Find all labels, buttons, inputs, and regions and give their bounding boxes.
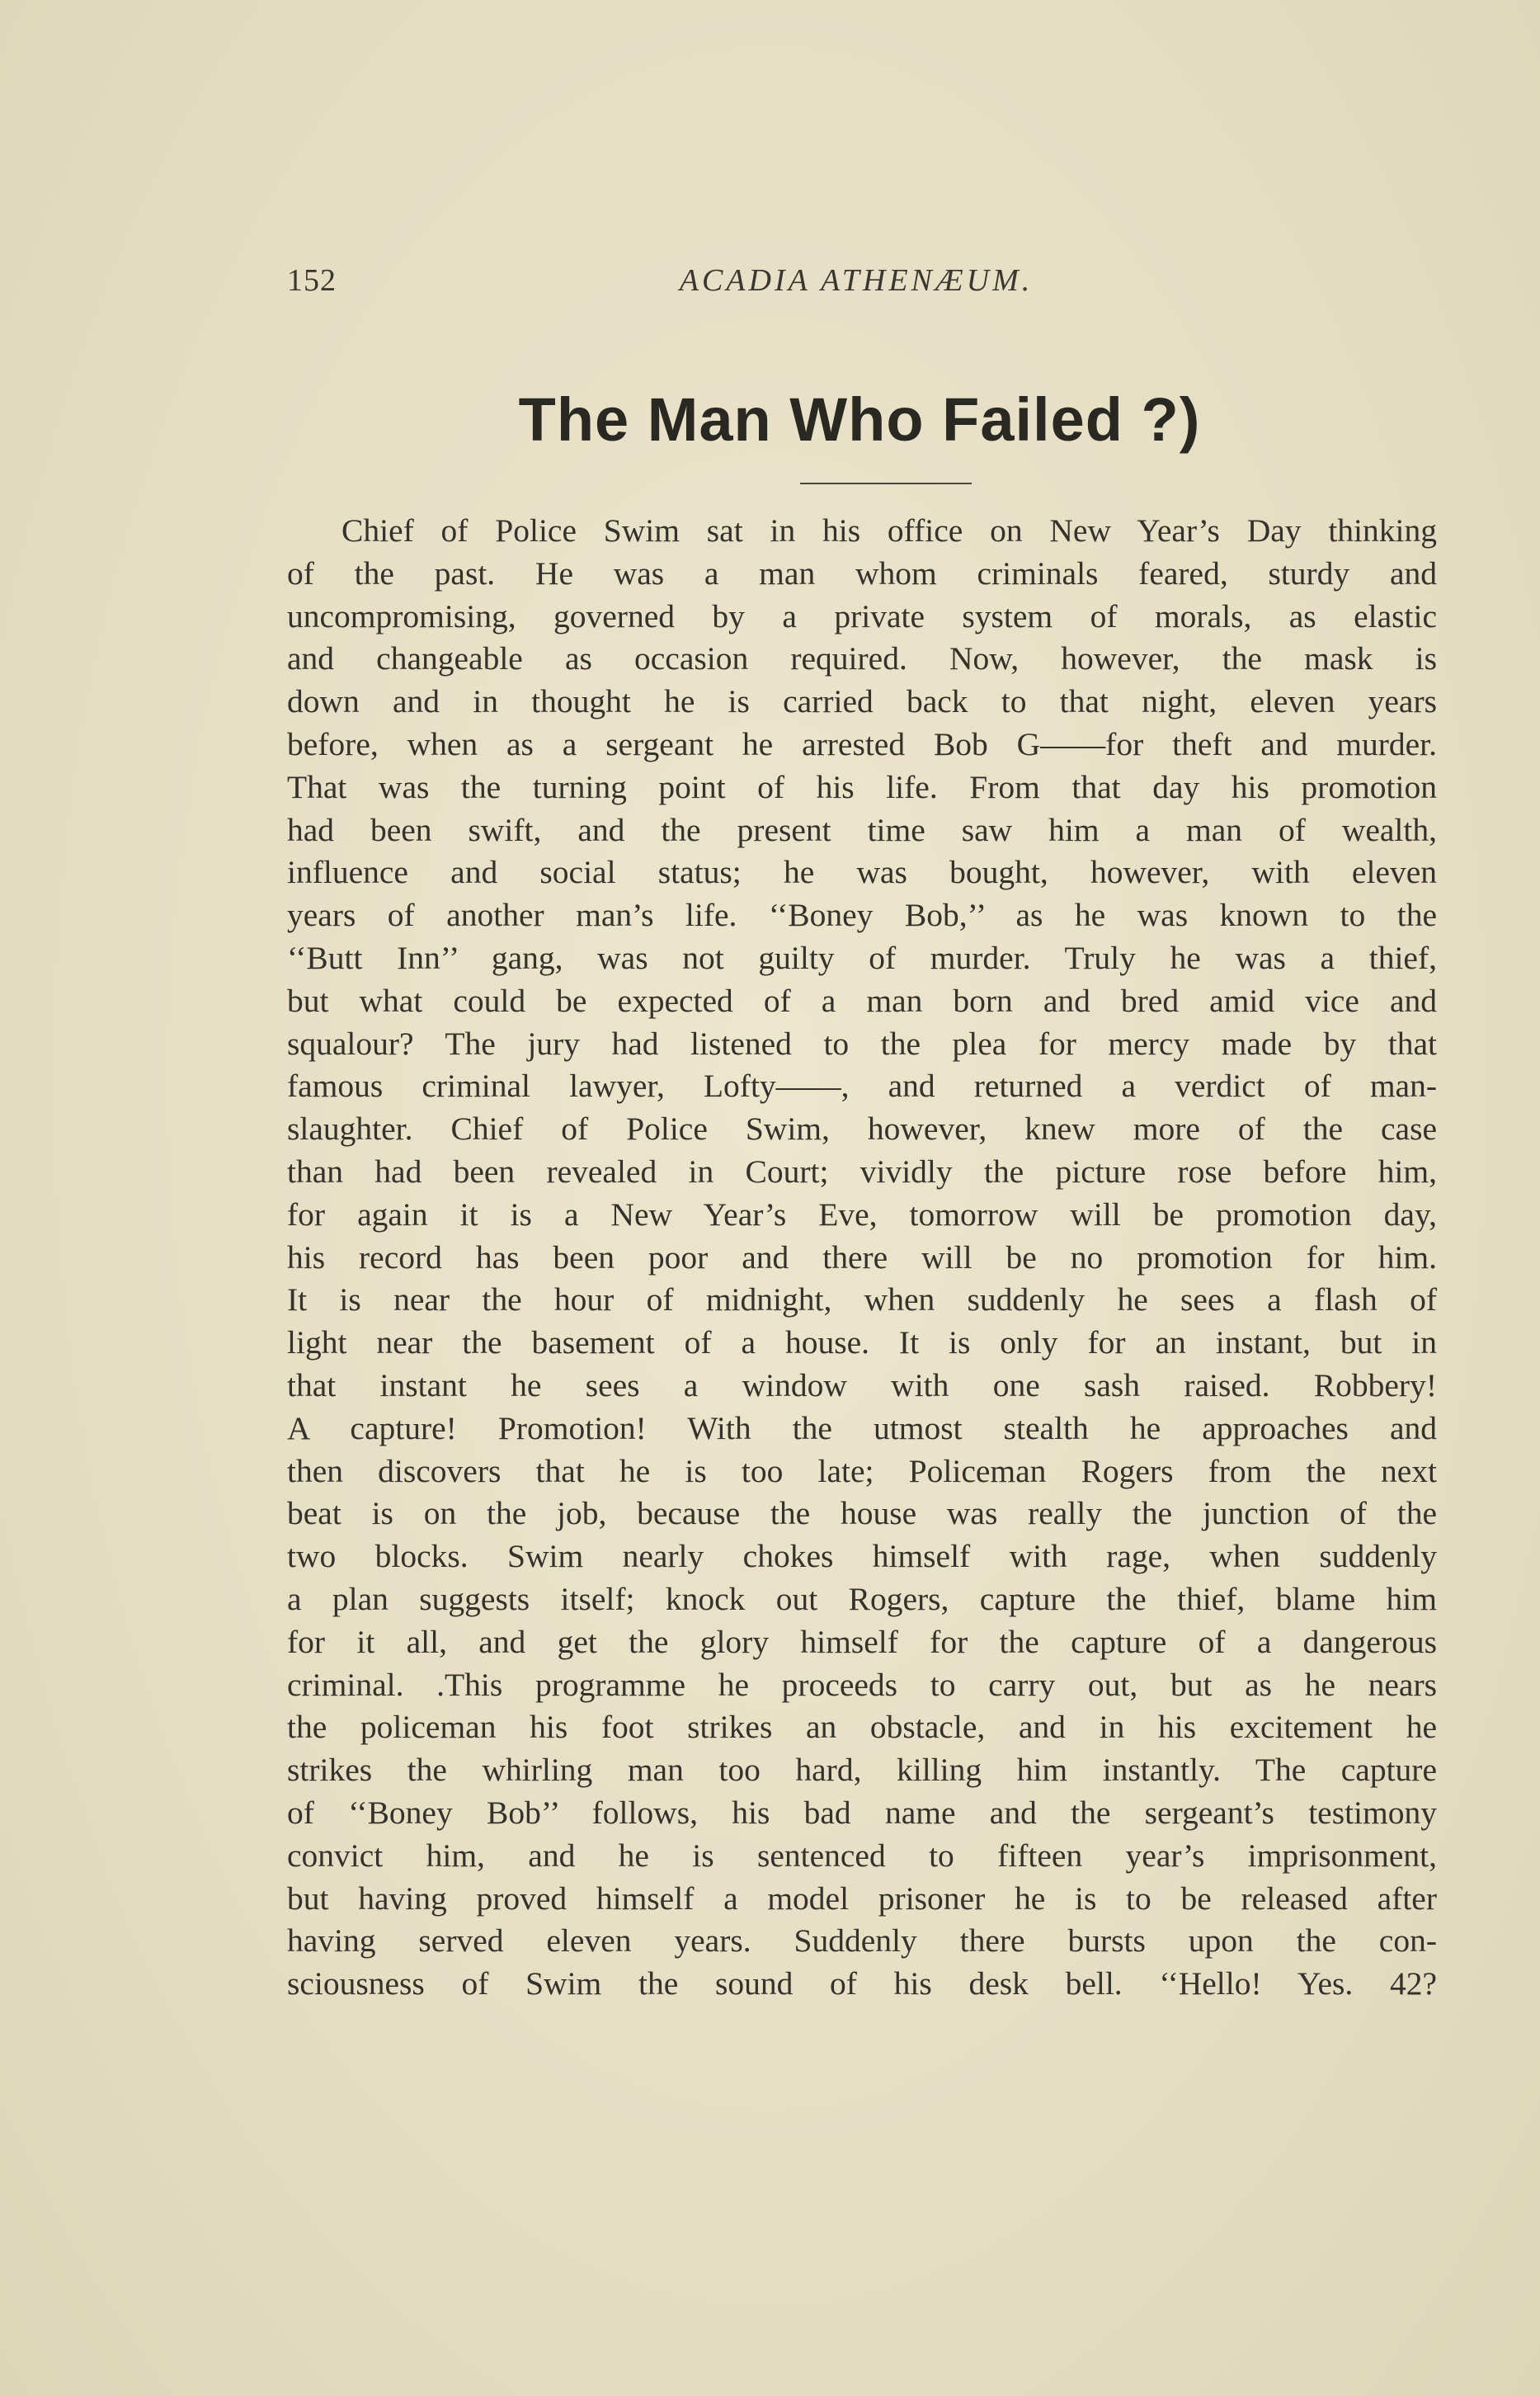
body-line: famous criminal lawyer, Lofty——, and returned a verdict of man- — [287, 1068, 1437, 1105]
body-line: for again it is a New Year’s Eve, tomorrow will be promotion day, — [287, 1196, 1437, 1233]
body-line: convict him, and he is sentenced to fifteen year’s imprisonment, — [287, 1837, 1437, 1874]
body-line: before, when as a sergeant he arrested Bob G——for theft and murder. — [287, 725, 1437, 762]
body-line: for it all, and get the glory himself for the capture of a dangerous — [287, 1623, 1437, 1660]
body-line: influence and social status; he was bought, however, with eleven — [287, 854, 1437, 891]
body-line: a plan suggests itself; knock out Rogers, capture the thief, blame him — [287, 1580, 1437, 1617]
body-line: but having proved himself a model prisoner he is to be released after — [287, 1880, 1437, 1917]
title-divider — [800, 483, 972, 484]
body-line: criminal. .This programme he proceeds to carry out, but as he nears — [287, 1666, 1437, 1703]
body-line: two blocks. Swim nearly chokes himself with rage, when suddenly — [287, 1538, 1437, 1575]
body-line: uncompromising, governed by a private system of morals, as elastic — [287, 597, 1437, 634]
body-line: and changeable as occasion required. Now, however, the mask is — [287, 640, 1437, 677]
running-head — [287, 262, 1432, 305]
body-line: It is near the hour of midnight, when suddenly he sees a flash of — [287, 1281, 1437, 1318]
body-line: light near the basement of a house. It is only for an instant, but in — [287, 1324, 1437, 1361]
body-line: than had been revealed in Court; vividly the picture rose before him, — [287, 1153, 1437, 1190]
body-line: Chief of Police Swim sat in his office on New Year’s Day thinking — [341, 512, 1437, 549]
body-line: that instant he sees a window with one sash raised. Robbery! — [287, 1366, 1437, 1403]
body-line: strikes the whirling man too hard, killing him instantly. The capture — [287, 1752, 1437, 1789]
article-title: The Man Who Failed ?) — [518, 385, 1201, 454]
body-line: squalour? The jury had listened to the plea for mercy made by that — [287, 1025, 1437, 1062]
body-line: his record has been poor and there will be no promotion for him. — [287, 1238, 1437, 1276]
body-line: had been swift, and the present time saw him a man of wealth, — [287, 811, 1437, 848]
body-line: years of another man’s life. ‘‘Boney Bob,’’ as he was known to the — [287, 897, 1437, 934]
body-line: ‘‘Butt Inn’’ gang, was not guilty of murder. Truly he was a thief, — [287, 939, 1437, 976]
body-line: then discovers that he is too late; Policeman Rogers from the next — [287, 1452, 1437, 1489]
body-line: slaughter. Chief of Police Swim, however, knew more of the case — [287, 1111, 1437, 1148]
body-line: down and in thought he is carried back to that night, eleven years — [287, 683, 1437, 720]
body-line: of the past. He was a man whom criminals feared, sturdy and — [287, 554, 1437, 592]
body-line: of ‘‘Boney Bob’’ follows, his bad name and the sergeant’s testimony — [287, 1794, 1437, 1831]
body-line: sciousness of Swim the sound of his desk bell. ‘‘Hello! Yes. 42? — [287, 1965, 1437, 2002]
body-line: but what could be expected of a man born and bred amid vice and — [287, 982, 1437, 1019]
body-line: the policeman his foot strikes an obstacle, and in his excitement he — [287, 1709, 1437, 1746]
body-line: having served eleven years. Suddenly there bursts upon the con- — [287, 1922, 1437, 1960]
page-number: 152 — [287, 263, 337, 298]
body-line: That was the turning point of his life. From that day his promotion — [287, 768, 1437, 805]
body-line: beat is on the job, because the house was really the junction of the — [287, 1495, 1437, 1532]
article-body — [287, 510, 1437, 2006]
journal-title: ACADIA ATHENÆUM. — [679, 263, 1034, 298]
body-line: A capture! Promotion! With the utmost stealth he approaches and — [287, 1409, 1437, 1446]
